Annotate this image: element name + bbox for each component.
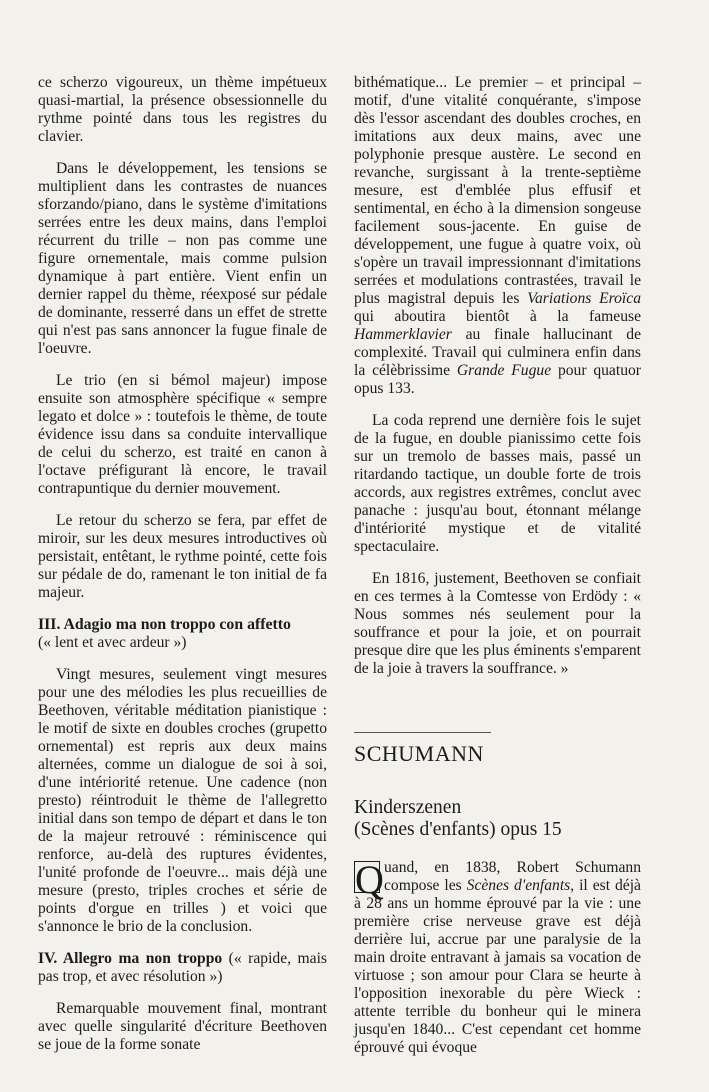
work-title bbox=[354, 797, 641, 841]
drop-cap: Q bbox=[355, 857, 384, 902]
text-run: au finale hallucinant de complexité. Travail qui culminera enfin dans la célèbrissime bbox=[354, 326, 641, 379]
movement-heading-3 bbox=[38, 616, 327, 652]
text-run: uand, en 1838, Robert Schumann compose les bbox=[384, 859, 641, 894]
work-title-line: (Scènes d'enfants) opus 15 bbox=[354, 819, 562, 840]
italic-title: Scènes d'enfants bbox=[466, 877, 571, 894]
paragraph: ce scherzo vigoureux, un thème impétueux quasi-martial, la présence obsessionnelle du rythme pointé dans tous les registres du clavier. bbox=[38, 74, 327, 145]
work-title-line: Kinderszenen bbox=[354, 797, 462, 818]
text-run: qui aboutira bientôt à la fameuse bbox=[354, 308, 641, 325]
section-rule bbox=[354, 732, 491, 733]
paragraph bbox=[354, 859, 641, 1057]
paragraph: Remarquable mouvement final, montrant avec quelle singularité d'écriture Beethoven se joue de la forme sonate bbox=[38, 1000, 327, 1053]
paragraph: La coda reprend une dernière fois le sujet de la fugue, en double pianissimo cette fois sur un tremolo de basses mais, passé un ritardando tactique, un double forte de trois accords, aux registres extrêmes, conclut avec panache : jusqu'au bout, étonnant mélange d'intériorité mystique et de vitalité spectaculaire. bbox=[354, 412, 641, 555]
movement-heading-4 bbox=[38, 950, 327, 986]
paragraph: Le trio (en si bémol majeur) impose ensuite son atmosphère spécifique « sempre legato et dolce » : toutefois le thème, de toute évidence issu dans sa conduite intervallique de celui du scherzo, est traité en canon à l'octave préfigurant là encore, le travail contrapuntique du dernier mouvement. bbox=[38, 372, 327, 497]
paragraph: Le retour du scherzo se fera, par effet de miroir, sur les deux mesures introductives où persistait, entêtant, le rythme pointé, cette fois sur pédale de do, ramenant le ton initial de fa majeur. bbox=[38, 512, 327, 601]
italic-title: Grande Fugue bbox=[456, 362, 552, 379]
movement-subtitle: (« lent et avec ardeur ») bbox=[38, 634, 187, 651]
paragraph bbox=[354, 74, 641, 398]
text-run: pour quatuor opus 133. bbox=[354, 362, 641, 397]
movement-title: IV. Allegro ma non troppo bbox=[38, 950, 223, 967]
movement-title: III. Adagio ma non troppo con affetto bbox=[38, 616, 291, 633]
right-column bbox=[354, 74, 641, 1071]
text-run: bithématique... Le premier – et principal – motif, d'une vitalité conquérante, s'impose dès l'essor ascendant des doubles croches, en imitations aux deux mains, avec une polyphonie presque austère. Le second en revanche, surgissant à la trente-septième mesure, est d'emblée plus effusif et sentimental, en écho à la dimension songeuse facilement sous-jacente. En guise de développement, une fugue à quatre voix, où s'opère un travail impressionnant d'imitations serrées et modulations contrastées, travail le plus magistral depuis les bbox=[354, 74, 641, 307]
movement-subtitle: (« rapide, mais pas trop, et avec résolution ») bbox=[38, 950, 327, 985]
italic-title: Hammerklavier bbox=[354, 326, 452, 343]
paragraph: Vingt mesures, seulement vingt mesures pour une des mélodies les plus recueillies de Beethoven, véritable méditation pianistique : le motif de sixte en doubles croches (grupetto ornemental) est repris aux deux mains alternées, comme un dialogue de soi à soi, d'une intériorité retenue. Une cadence (non presto) réintroduit le thème de l'allegretto initial dans son tempo de départ et dans le ton de la majeur retrouvé : réminiscence qui renforce, au-delà des ruptures évidentes, l'unité profonde de l'oeuvre... mais déjà une mesure (presto, triples croches et série de points d'orgue en trilles ) et voici que s'annonce le brio de la conclusion. bbox=[38, 666, 327, 935]
composer-heading: SCHUMANN bbox=[354, 741, 484, 766]
italic-title: Variations Eroïca bbox=[527, 290, 641, 307]
text-run: , il est déjà à 28 ans un homme éprouvé par la vie : une première crise nerveuse grave est déjà derrière lui, accrue par une paralysie de la main droite entravant à jamais sa vocation de virtuose ; son amour pour Clara se heurte à l'opposition inexorable du père Wieck : attente terrible du bonheur qui le minera jusqu'en 1840... C'est cependant cet homme éprouvé qui évoque bbox=[354, 877, 641, 1056]
paragraph: En 1816, justement, Beethoven se confiait en ces termes à la Comtesse von Erdödy : « Nous sommes nés seulement pour la souffrance et pour la joie, et on pourrait presque dire que les plus éminents s'emparent de la joie à travers la souffrance. » bbox=[354, 570, 641, 677]
left-column bbox=[38, 74, 327, 1068]
paragraph: Dans le développement, les tensions se multiplient dans les contrastes de nuances sforzando/piano, dans le système d'imitations serrées entre les deux mains, dans l'emploi récurrent du trille – non pas comme une figure ornementale, mais comme pulsion dynamique à part entière. Vient enfin un dernier rappel du thème, réexposé sur pédale de dominante, resserré dans un effet de strette qui n'est pas sans annoncer la fugue finale de l'oeuvre. bbox=[38, 160, 327, 357]
